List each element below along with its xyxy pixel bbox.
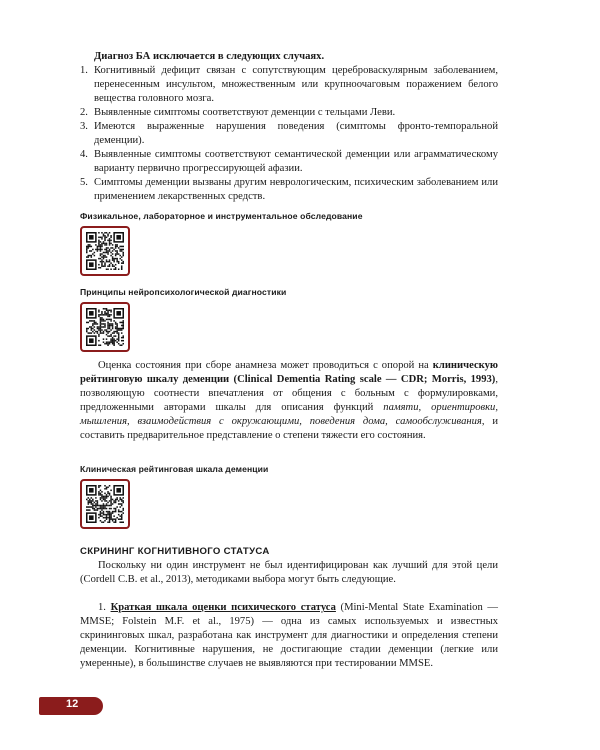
page-number: 12 bbox=[66, 698, 79, 710]
heading-physical-exam: Физикальное, лабораторное и инструментальное обследование bbox=[80, 211, 363, 221]
section-title: СКРИНИНГ КОГНИТИВНОГО СТАТУСА bbox=[80, 546, 270, 557]
qr-code-icon[interactable] bbox=[80, 226, 130, 276]
list-item: 1. Когнитивный дефицит связан с сопутствующим цереброваскулярным заболеванием, перенесенным инсультом, множественным или крупноочаговым поражением белого вещества головного мозга. bbox=[80, 65, 498, 104]
screening-intro: Поскольку ни один инструмент не был идентифицирован как лучший для этой цели (Cordell C.B. et al., 2013), методиками выбора могут быть следующие. bbox=[80, 560, 498, 585]
qr-code-graphic bbox=[86, 485, 124, 523]
exclusion-title: Диагноз БА исключается в следующих случаях. bbox=[94, 51, 325, 62]
assessment-paragraph: Оценка состояния при сборе анамнеза может проводиться с опорой на клиническую рейтинговую шкалу деменции (Clinical Dementia Rating scale — CDR; Morris, 1993), позволяющую соотнести впечатления от общения с больным с формулировками, предложенными авторами шкалы для описания функций памяти, ориентировки, мышления, взаимодействия с окружающими, поведения дома, самообслуживания, и составить предварительное представление о степени тяжести его состояния. bbox=[80, 360, 499, 441]
screening-item-1: 1. Краткая шкала оценки психического статуса (Mini-Mental State Examination — MMSE; Folstein M.F. et al., 1975) — одна из самых используемых и известных скрининговых шкал, разработана как инструмент для диагностики и определения степени деменции. Когнитивные нарушения, не достигающие стадии деменции (легкие или умеренные), в большинстве случаев не выявляются при тестировании MMSE. bbox=[80, 602, 498, 669]
list-item: 5. Симптомы деменции вызваны другим неврологическим, психическим заболеванием или применением лекарственных средств. bbox=[80, 177, 498, 202]
list-item: 2. Выявленные симптомы соответствуют деменции с тельцами Леви. bbox=[80, 107, 396, 118]
qr-code-graphic bbox=[86, 308, 124, 346]
heading-neuropsych: Принципы нейропсихологической диагностики bbox=[80, 287, 287, 297]
qr-code-icon[interactable] bbox=[80, 479, 130, 529]
exclusion-block bbox=[80, 50, 498, 204]
qr-code-icon[interactable] bbox=[80, 302, 130, 352]
list-item: 4. Выявленные симптомы соответствуют семантической деменции или аграмматическому варианту первично прогрессирующей афазии. bbox=[80, 149, 498, 174]
qr-code-graphic bbox=[86, 232, 124, 270]
exclusion-list bbox=[80, 64, 498, 204]
list-item: 3. Имеются выраженные нарушения поведения (симптомы фронто-темпоральной деменции). bbox=[80, 121, 498, 146]
heading-cdr: Клиническая рейтинговая шкала деменции bbox=[80, 464, 269, 474]
